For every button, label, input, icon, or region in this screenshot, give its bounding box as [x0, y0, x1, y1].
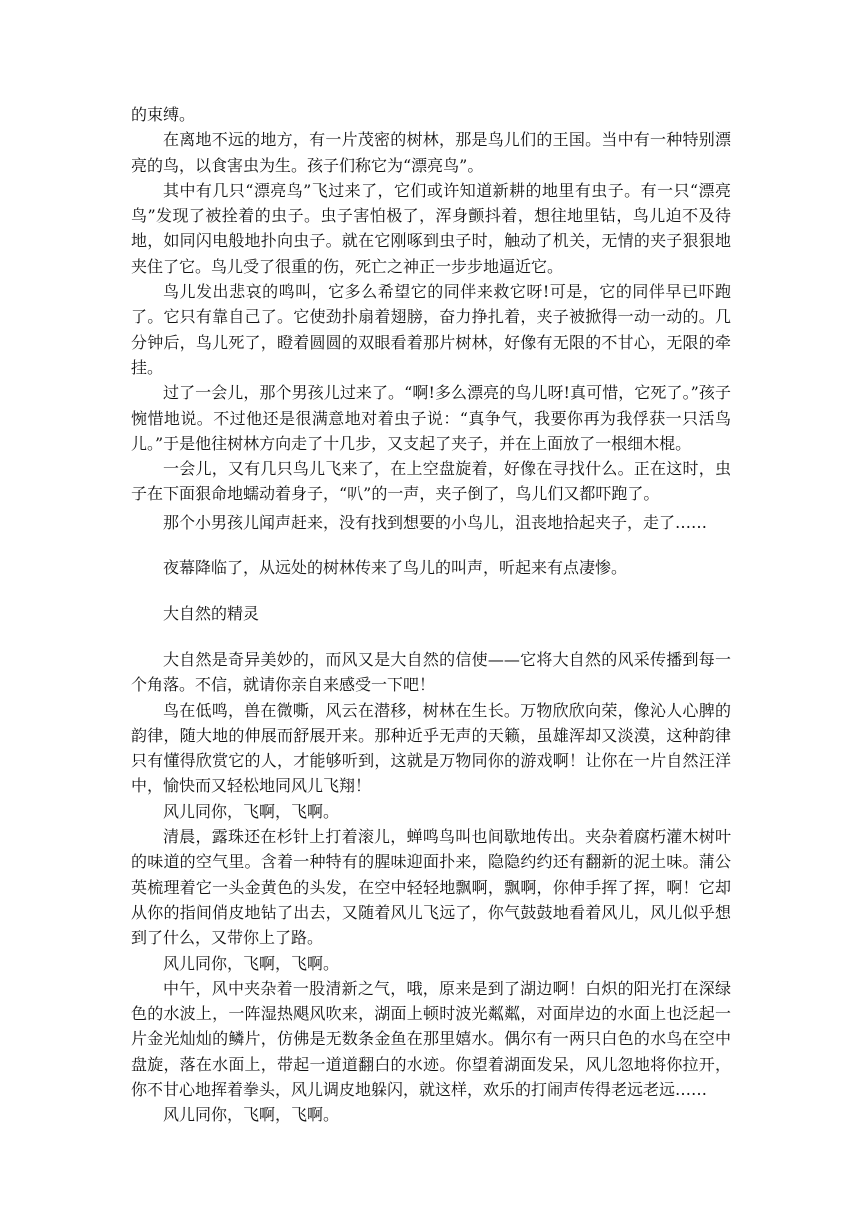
paragraph-continued: 的束缚。 [131, 105, 196, 124]
paragraph: 大自然是奇异美妙的，而风又是大自然的信使——它将大自然的风采传播到每一个角落。不信，就请你亲自来感受一下吧！ [131, 650, 731, 695]
refrain: 风儿同你，飞啊，飞啊。 [163, 953, 340, 973]
essay-section [131, 647, 731, 1128]
paragraph: 清晨，露珠还在杉针上打着滚儿，蝉鸣鸟叫也间歇地传出。夹杂着腐朽灌木树叶的味道的空气里。含着一种特有的腥味迎面扑来，隐隐约约还有翻新的泥土味。蒲公英梳理着它一头金黄色的头发，在空中轻轻地飘啊，飘啊，你伸手挥了挥，啊！它却从你的指间俏皮地钻了出去，又随着风儿飞远了，你气鼓鼓地看着风儿，风儿似乎想到了什么，又带你上了路。 [131, 827, 731, 948]
refrain: 风儿同你，飞啊，飞啊。 [163, 1105, 340, 1125]
paragraph: 其中有几只“漂亮鸟”飞过来了，它们或许知道新耕的地里有虫子。有一只“漂亮鸟”发现了被拴着的虫子。虫子害怕极了，浑身颤抖着，想往地里钻，鸟儿迫不及待地，如同闪电般地扑向虫子。就在它刚啄到虫子时，触动了机关，无情的夹子狠狠地夹住了它。鸟儿受了很重的伤，死亡之神正一步步地逼近它。 [131, 180, 731, 276]
paragraph-boy-left: 那个小男孩儿闻声赶来，没有找到想要的小鸟儿，沮丧地拾起夹子，走了…… [163, 513, 708, 532]
paragraph: 鸟儿发出悲哀的鸣叫，它多么希望它的同伴来救它呀!可是，它的同伴早已吓跑了。它只有靠自己了。它使劲扑扇着翅膀，奋力挣扎着，夹子被掀得一动一动的。几分钟后，鸟儿死了，瞪着圆圆的双眼看着那片树林，好像有无限的不甘心，无限的牵挂。 [131, 282, 731, 377]
paragraph: 在离地不远的地方，有一片茂密的树林，那是鸟儿们的王国。当中有一种特别漂亮的鸟，以食害虫为生。孩子们称它为“漂亮鸟”。 [131, 130, 731, 175]
essay-title: 大自然的精灵 [163, 604, 260, 623]
refrain: 风儿同你，飞啊，飞啊。 [163, 801, 340, 821]
paragraph: 鸟在低鸣，兽在微嘶，风云在潜移，树林在生长。万物欣欣向荣，像沁人心脾的韵律，随大地的伸展而舒展开来。那种近乎无声的天籁，虽雄浑却又淡漠，这种韵律只有懂得欣赏它的人，才能够听到，这就是万物同你的游戏啊！让你在一片自然汪洋中，愉快而又轻松地同风儿飞翔！ [131, 700, 731, 796]
paragraph: 过了一会儿，那个男孩儿过来了。“啊!多么漂亮的鸟儿呀!真可惜，它死了。”孩子惋惜地说。不过他还是很满意地对着虫子说：“真争气，我要你再为我俘获一只活鸟儿。”于是他往树林方向走了十几步，又支起了夹子，并在上面放了一根细木棍。 [131, 383, 731, 453]
paragraph: 一会儿，又有几只鸟儿飞来了，在上空盘旋着，好像在寻找什么。正在这时，虫子在下面狠命地蠕动着身子，“叭”的一声，夹子倒了，鸟儿们又都吓跑了。 [131, 459, 731, 504]
paragraph-nightfall: 夜幕降临了，从远处的树林传来了鸟儿的叫声，听起来有点凄惨。 [163, 558, 628, 577]
story-section [131, 102, 731, 507]
paragraph: 中午，风中夹杂着一股清新之气，哦，原来是到了湖边啊！白炽的阳光打在深绿色的水波上，一阵湿热飓风吹来，湖面上顿时波光粼粼，对面岸边的水面上也泛起一片金光灿灿的鳞片，仿佛是无数条金鱼在那里嬉水。偶尔有一两只白色的水鸟在空中盘旋，落在水面上，带起一道道翻白的水迹。你望着湖面发呆，风儿忽地将你拉开，你不甘心地挥着拳头，风儿调皮地躲闪，就这样，欢乐的打闹声传得老远老远…… [131, 978, 731, 1100]
